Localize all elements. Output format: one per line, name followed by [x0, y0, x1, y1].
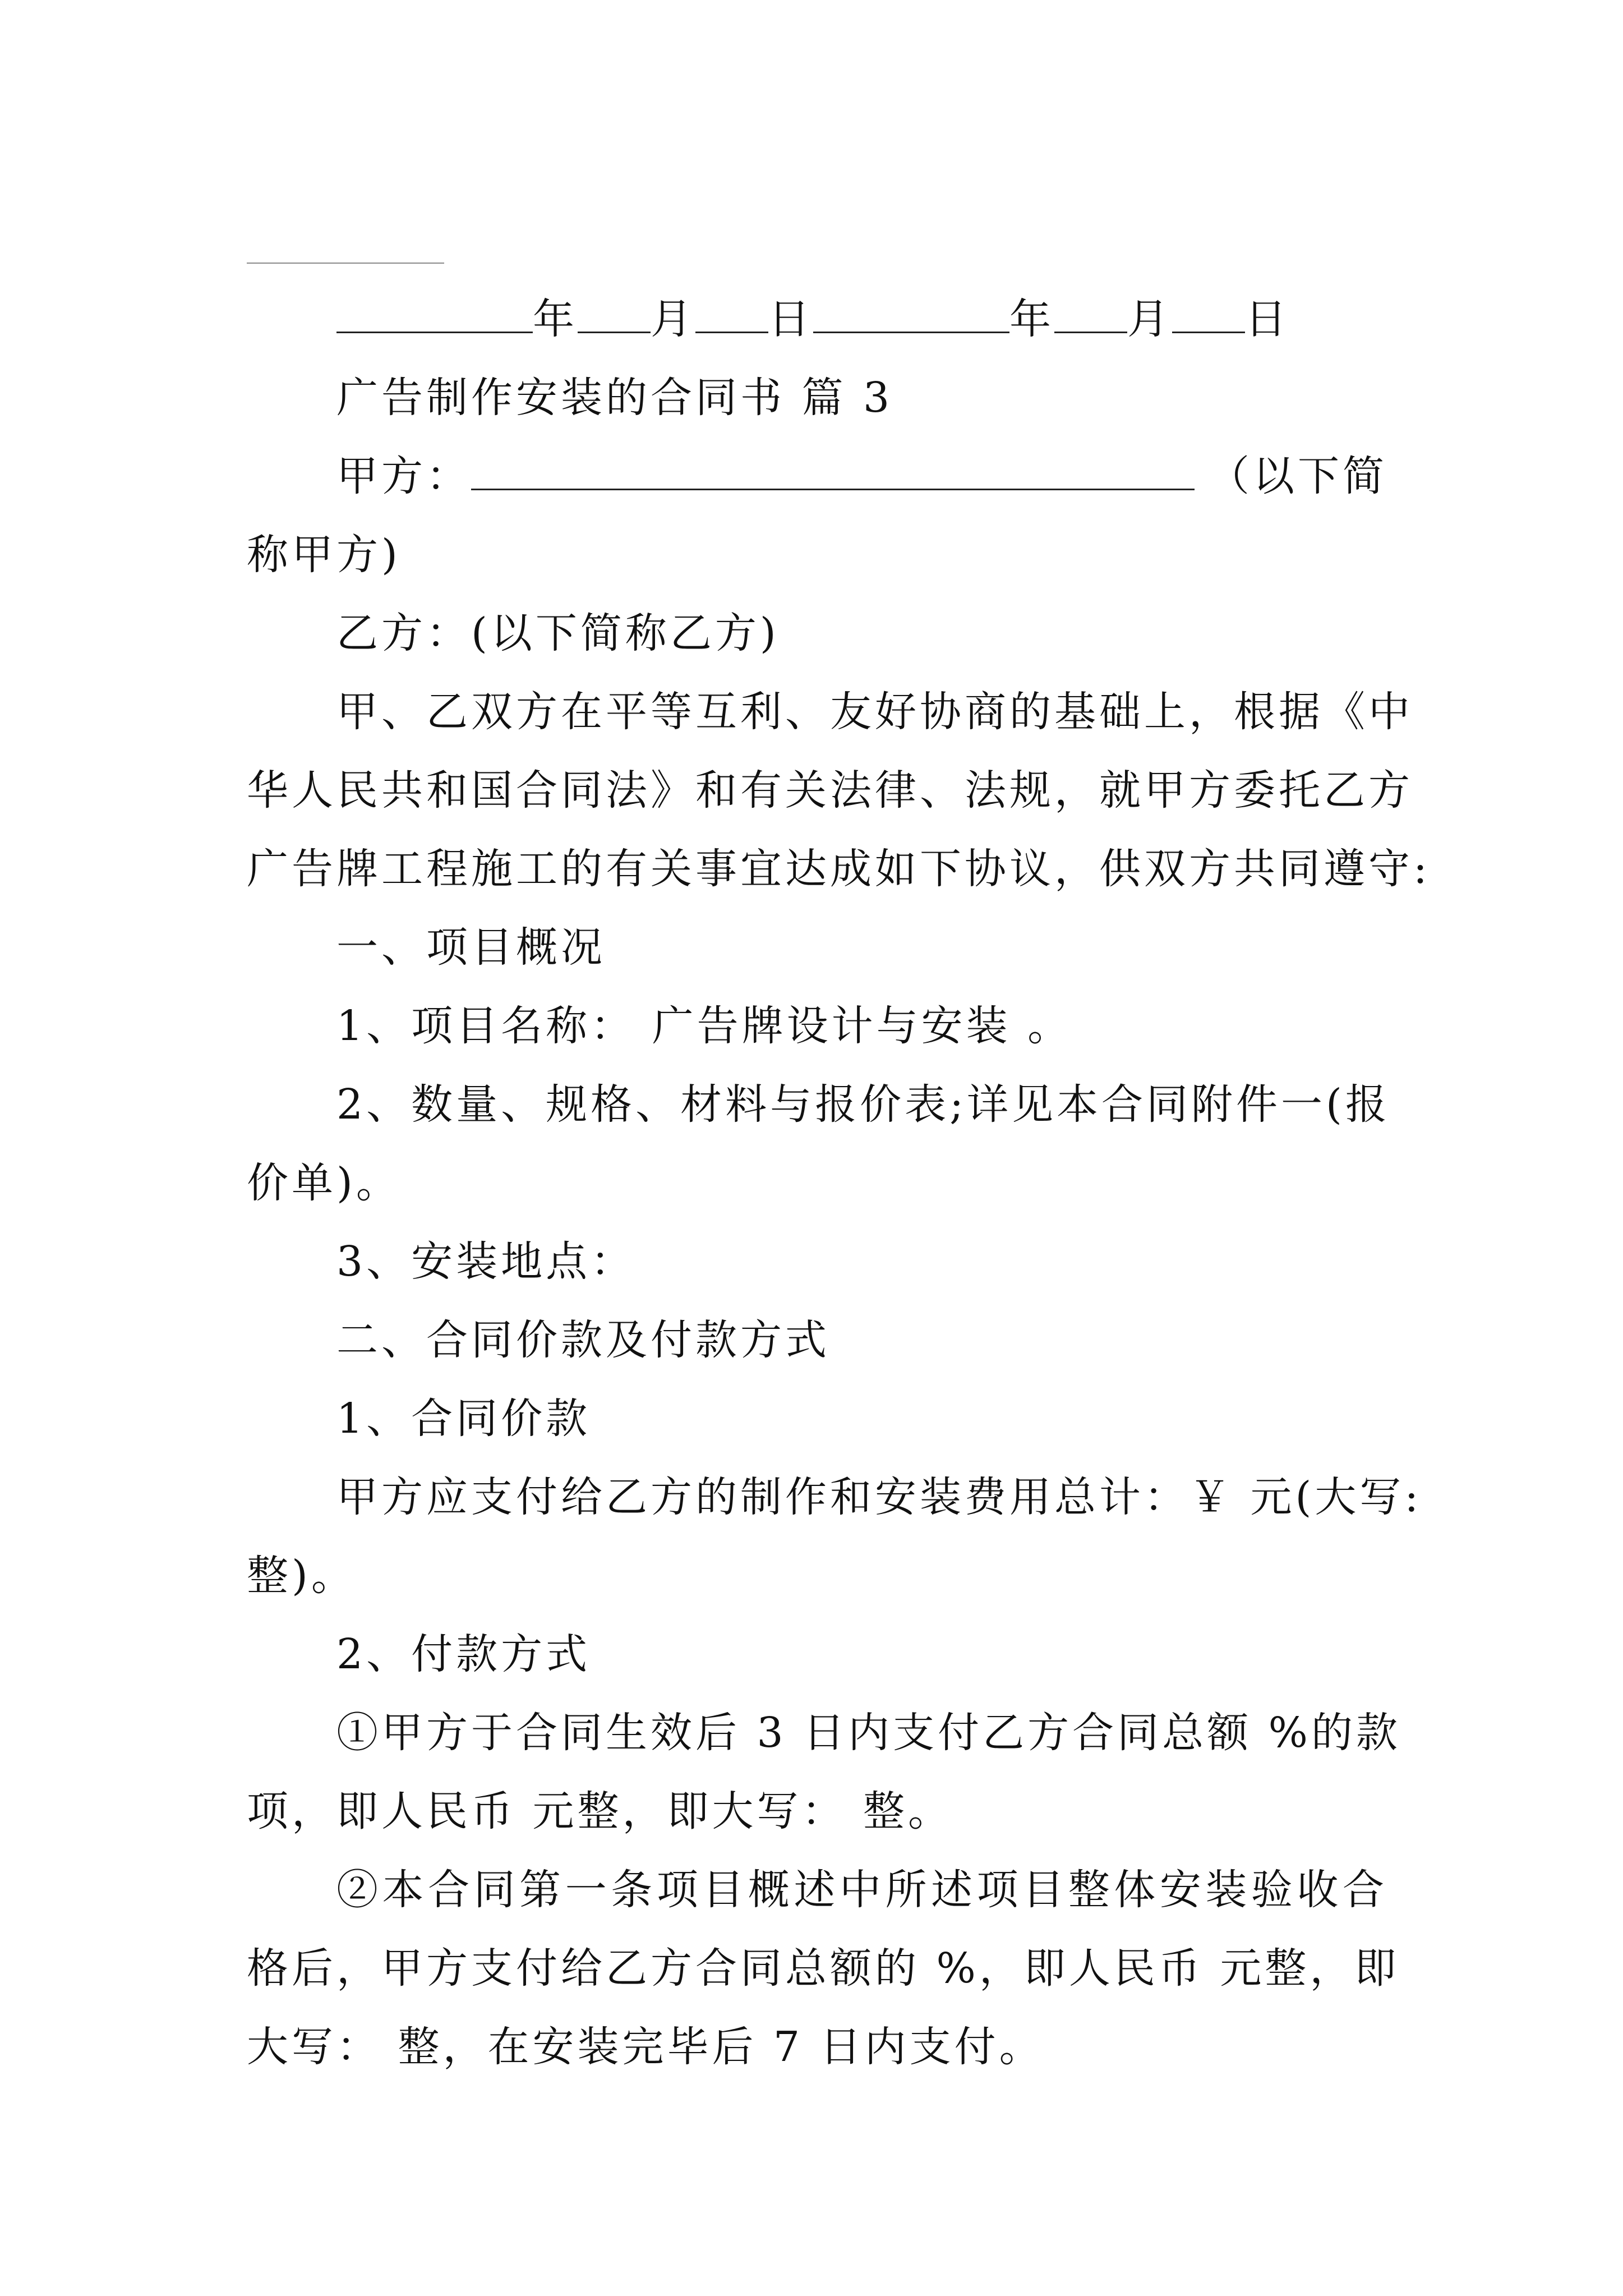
payment-2-line-2: 格后，甲方支付给乙方合同总额的 %，即人民币 元整，即: [247, 1944, 1400, 1993]
payment-1-line-2: 项，即人民币 元整，即大写： 整。: [247, 1787, 953, 1835]
sub-payment-method: 2、付款方式: [336, 1630, 591, 1678]
sub-contract-price: 1、合同价款: [336, 1395, 591, 1443]
payment-2-line-3: 大写： 整，在安装完毕后 7 日内支付。: [247, 2023, 1044, 2071]
year-label-1: 年: [533, 295, 578, 343]
heading-project-overview: 一、项目概况: [336, 923, 606, 972]
intro-line-2: 华人民共和国合同法》和有关法律、法规，就甲方委托乙方: [247, 766, 1413, 815]
intro-line-3: 广告牌工程施工的有关事宜达成如下协议，供双方共同遵守:: [247, 845, 1431, 893]
party-a-label: 甲方：: [336, 452, 471, 500]
intro-line-1: 甲、乙双方在平等互利、友好协商的基础上，根据《中: [336, 688, 1413, 736]
item-project-name: 1、项目名称： 广告牌设计与安装 。: [336, 1002, 1073, 1050]
top-divider: [247, 263, 444, 264]
party-a-line: [336, 438, 1387, 515]
item-install-location: 3、安装地点：: [336, 1237, 636, 1286]
price-line-2: 整)。: [247, 1552, 356, 1600]
month-label-1: 月: [651, 295, 695, 343]
blank-month-2: [1054, 283, 1127, 333]
payment-1-line-1: ①甲方于合同生效后 3 日内支付乙方合同总额 %的款: [336, 1709, 1401, 1757]
date-line: [336, 280, 1477, 358]
blank-day-1: [695, 283, 768, 333]
blank-year-2: [813, 283, 1009, 333]
payment-2-line-1: ②本合同第一条项目概述中所述项目整体安装验收合: [336, 1866, 1387, 1914]
blank-month-1: [578, 283, 651, 333]
party-a-continuation: 称甲方): [247, 531, 401, 579]
day-label-1: 日: [768, 295, 813, 343]
party-b-line: 乙方：(以下简称乙方): [336, 609, 780, 657]
blank-day-2: [1172, 283, 1245, 333]
heading-price-payment: 二、合同价款及付款方式: [336, 1316, 830, 1364]
month-label-2: 月: [1127, 295, 1172, 343]
party-a-suffix: （以下简: [1208, 452, 1387, 500]
blank-year-1: [336, 283, 533, 333]
section-title: 广告制作安装的合同书 篇 3: [336, 374, 893, 422]
day-label-2: 日: [1245, 295, 1290, 343]
party-a-blank: [471, 440, 1195, 490]
item-quantity-line-1: 2、数量、规格、材料与报价表;详见本合同附件一(报: [336, 1080, 1390, 1129]
item-quantity-line-2: 价单)。: [247, 1159, 401, 1207]
price-line-1: 甲方应支付给乙方的制作和安装费用总计：￥ 元(大写:: [336, 1473, 1422, 1521]
year-label-2: 年: [1009, 295, 1054, 343]
